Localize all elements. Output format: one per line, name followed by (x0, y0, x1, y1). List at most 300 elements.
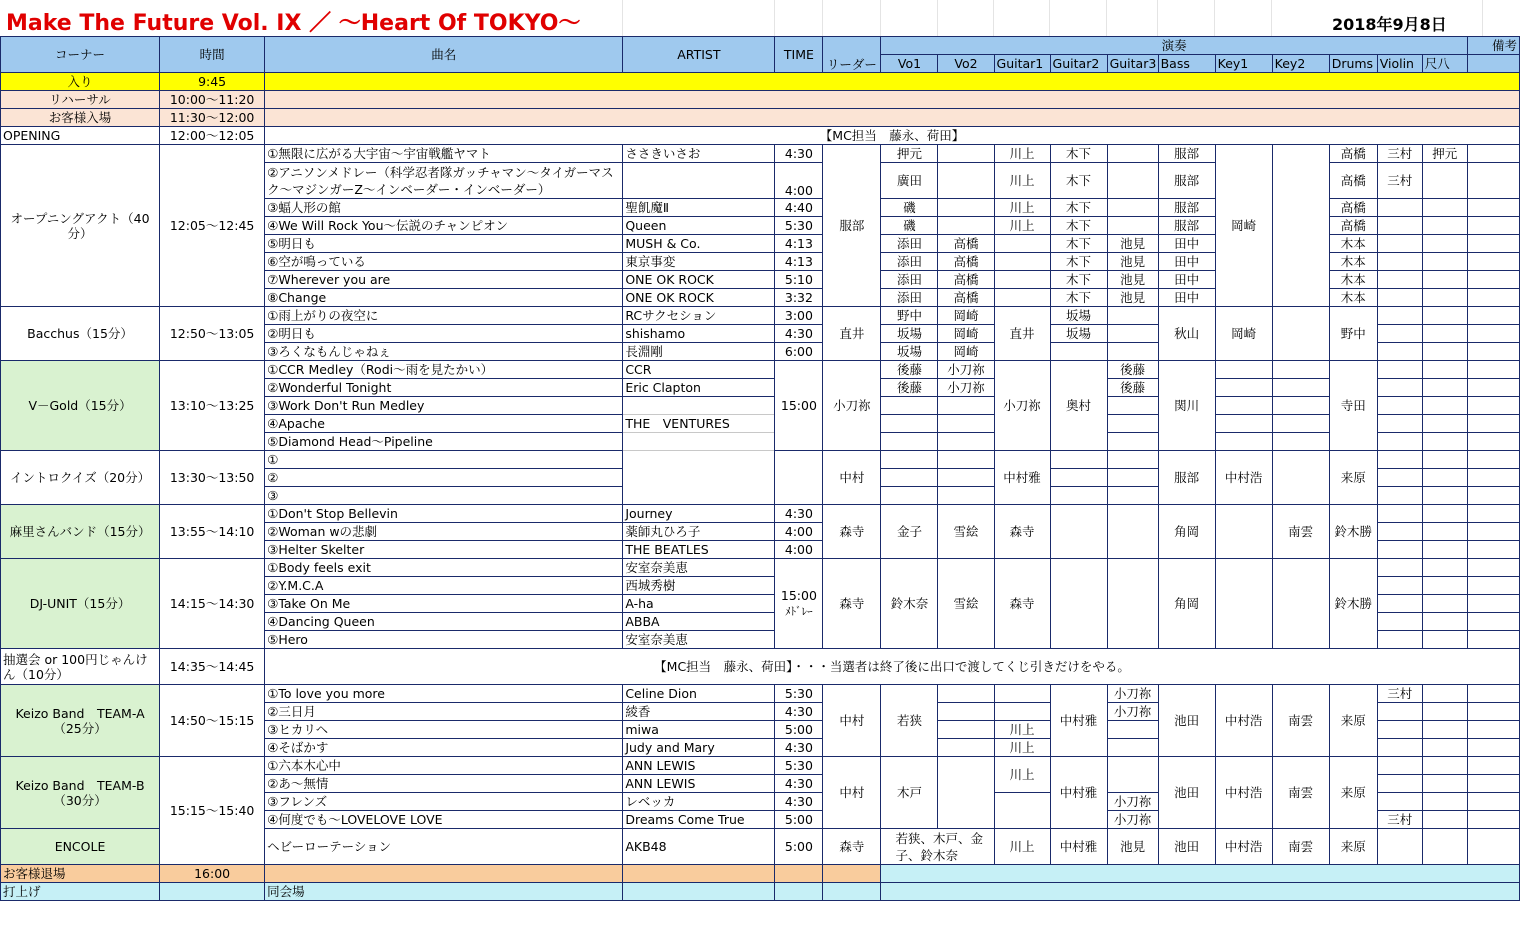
song-title: ④We Will Rock You～伝説のチャンピオン (265, 217, 623, 235)
song-title: ③フレンズ (265, 793, 623, 811)
col-guitar2: Guitar2 (1050, 55, 1107, 73)
corner-name: DJ-UNIT（15分） (1, 559, 160, 649)
table-row (1, 685, 1520, 703)
shakuhachi (1422, 325, 1467, 343)
vo2 (938, 433, 994, 451)
corner-time: 14:35～14:45 (160, 649, 265, 685)
col-violin: Violin (1377, 55, 1422, 73)
bikou (1467, 559, 1519, 577)
corner-name: ENCOLE (1, 829, 160, 865)
song-title: ③Take On Me (265, 595, 623, 613)
song-artist: 薬師丸ひろ子 (623, 523, 775, 541)
drums: 鈴木勝 (1329, 559, 1377, 649)
guitar3 (1107, 199, 1158, 217)
grid-line (1271, 0, 1272, 36)
guitar3 (1107, 325, 1158, 343)
bikou (1467, 793, 1519, 811)
vo1: 坂場 (881, 325, 938, 343)
bass: 田中 (1158, 235, 1215, 253)
song-artist: 安室奈美恵 (623, 631, 775, 649)
col-corner: コーナー (1, 37, 160, 73)
lottery-note: 【MC担当 藤永、荷田】・・・当選者は終了後に出口で渡してくじ引きだけをやる。 (265, 649, 1520, 685)
song-title: ①無限に広がる大宇宙～宇宙戦艦ヤマト (265, 145, 623, 163)
drums: 高橋 (1329, 145, 1377, 163)
key2: 南雲 (1272, 685, 1329, 757)
corner-name: 麻里さんバンド（15分） (1, 505, 160, 559)
shakuhachi (1422, 451, 1467, 469)
table-row (1, 649, 1520, 685)
bikou (1467, 199, 1519, 217)
guitar1: 川上 (994, 217, 1050, 235)
guitar1: 川上 (994, 829, 1050, 865)
song-time: 4:30 (775, 775, 823, 793)
violin (1377, 775, 1422, 793)
violin (1377, 577, 1422, 595)
bikou (1467, 145, 1519, 163)
bass: 田中 (1158, 271, 1215, 289)
song-time: 4:13 (775, 235, 823, 253)
corner-time: 12:00～12:05 (160, 127, 265, 145)
shakuhachi (1422, 829, 1467, 865)
bikou (1467, 415, 1519, 433)
guitar1: 中村雅 (994, 451, 1050, 505)
guitar3: 後藤 (1107, 379, 1158, 397)
song-artist: Judy and Mary (623, 739, 775, 757)
drums: 野中 (1329, 307, 1377, 361)
shakuhachi (1422, 721, 1467, 739)
mc-note: 【MC担当 藤永、荷田】 (265, 127, 1520, 145)
leader: 森寺 (823, 829, 881, 865)
table-row (1, 757, 1520, 775)
drums: 高橋 (1329, 217, 1377, 235)
vo1 (881, 487, 938, 505)
key2 (1272, 379, 1329, 397)
bikou (1467, 631, 1519, 649)
violin: 三村 (1377, 811, 1422, 829)
table-row (1, 307, 1520, 325)
song-title: ③ろくなもんじゃねぇ (265, 343, 623, 361)
bass: 田中 (1158, 253, 1215, 271)
corner-time: 15:15～15:40 (160, 757, 265, 865)
grid-line (822, 0, 823, 36)
shakuhachi (1422, 217, 1467, 235)
song-time (775, 559, 823, 649)
song-artist: 東京事変 (623, 253, 775, 271)
bikou (1467, 289, 1519, 307)
guitar1 (994, 271, 1050, 289)
guitar3 (1107, 487, 1158, 505)
key2 (1272, 433, 1329, 451)
grid-line (1049, 0, 1050, 36)
empty-cell (623, 865, 775, 883)
guitar3: 後藤 (1107, 361, 1158, 379)
corner-time: 10:00～11:20 (160, 91, 265, 109)
song-time: 5:00 (775, 811, 823, 829)
song-artist: ONE OK ROCK (623, 271, 775, 289)
table-row (1, 73, 1520, 91)
guitar2 (1050, 505, 1107, 559)
song-time: 5:30 (775, 757, 823, 775)
vo2 (938, 199, 994, 217)
bass: 角岡 (1158, 559, 1215, 649)
key1 (1215, 559, 1272, 649)
col-bikou-sub (1467, 55, 1519, 73)
key1 (1215, 397, 1272, 415)
guitar3 (1107, 739, 1158, 757)
party-venue: 同会場 (265, 883, 623, 901)
bikou (1467, 307, 1519, 325)
guitar2: 木下 (1050, 271, 1107, 289)
shakuhachi (1422, 595, 1467, 613)
col-time: 時間 (160, 37, 265, 73)
bikou (1467, 217, 1519, 235)
song-artist: Dreams Come True (623, 811, 775, 829)
shakuhachi (1422, 523, 1467, 541)
vo2: 雪絵 (938, 559, 994, 649)
vo2: 岡崎 (938, 343, 994, 361)
key1 (1215, 433, 1272, 451)
song-artist (623, 163, 775, 199)
table-row (1, 109, 1520, 127)
guitar2: 中村雅 (1050, 757, 1107, 829)
violin (1377, 721, 1422, 739)
table-row (1, 559, 1520, 577)
bikou (1467, 451, 1519, 469)
key1 (1215, 415, 1272, 433)
table-row (1, 127, 1520, 145)
song-artist: miwa (623, 721, 775, 739)
vo2: 高橋 (938, 271, 994, 289)
grid-line (622, 0, 623, 36)
song-artist: THE VENTURES (623, 415, 775, 433)
bikou (1467, 757, 1519, 775)
guitar1 (994, 703, 1050, 721)
drums: 高橋 (1329, 199, 1377, 217)
song-time: 4:30 (775, 703, 823, 721)
violin (1377, 217, 1422, 235)
vo1 (881, 415, 938, 433)
guitar1: 川上 (994, 199, 1050, 217)
guitar2: 木下 (1050, 235, 1107, 253)
song-time: 15:00 (775, 361, 823, 451)
violin (1377, 595, 1422, 613)
violin (1377, 271, 1422, 289)
vo1: 添田 (881, 253, 938, 271)
song-artist (623, 433, 775, 451)
col-guitar1: Guitar1 (994, 55, 1050, 73)
empty-cell (265, 73, 1520, 91)
song-artist: CCR (623, 361, 775, 379)
grid-line (1106, 0, 1107, 36)
medley-label: ﾒﾄﾞﾚｰ (785, 605, 813, 618)
col-bikou: 備考 (1467, 37, 1519, 55)
shakuhachi (1422, 415, 1467, 433)
guitar2: 木下 (1050, 145, 1107, 163)
leader: 森寺 (823, 559, 881, 649)
medley-time: 15:00 (780, 588, 817, 603)
bass: 関川 (1158, 361, 1215, 451)
drums: 鈴木勝 (1329, 505, 1377, 559)
bass: 服部 (1158, 163, 1215, 199)
col-key2: Key2 (1272, 55, 1329, 73)
violin (1377, 829, 1422, 865)
guitar3 (1107, 397, 1158, 415)
shakuhachi (1422, 613, 1467, 631)
song-artist: ABBA (623, 613, 775, 631)
bikou (1467, 397, 1519, 415)
vo1: 後藤 (881, 379, 938, 397)
guitar3 (1107, 505, 1158, 559)
song-artist: A-ha (623, 595, 775, 613)
vo2 (938, 397, 994, 415)
vo2: 雪絵 (938, 505, 994, 559)
song-title: ②Wonderful Tonight (265, 379, 623, 397)
bikou (1467, 487, 1519, 505)
leader: 森寺 (823, 505, 881, 559)
song-time: 3:32 (775, 289, 823, 307)
vo1 (881, 433, 938, 451)
song-time: 4:30 (775, 145, 823, 163)
bikou (1467, 685, 1519, 703)
empty-cell (265, 865, 623, 883)
song-time: 4:00 (775, 163, 823, 199)
song-artist: ささきいさお (623, 145, 775, 163)
shakuhachi (1422, 469, 1467, 487)
corner-name: Keizo Band TEAM-A（25分） (1, 685, 160, 757)
vo1: 磯 (881, 199, 938, 217)
guitar2 (1050, 469, 1107, 487)
table-row (1, 865, 1520, 883)
song-title: ③ヒカリヘ (265, 721, 623, 739)
vo2: 高橋 (938, 235, 994, 253)
violin (1377, 253, 1422, 271)
song-time: 4:13 (775, 253, 823, 271)
vo1: 添田 (881, 271, 938, 289)
violin: 三村 (1377, 163, 1422, 199)
vo2: 岡崎 (938, 325, 994, 343)
key2: 南雲 (1272, 829, 1329, 865)
song-title: ⑤Diamond Head～Pipeline (265, 433, 623, 451)
song-title: ②あ～無情 (265, 775, 623, 793)
corner-name: お客様入場 (1, 109, 160, 127)
shakuhachi (1422, 235, 1467, 253)
guitar1: 小刀祢 (994, 361, 1050, 451)
song-artist: ONE OK ROCK (623, 289, 775, 307)
grid-line (880, 0, 881, 36)
corner-name: 打上げ (1, 883, 160, 901)
col-leader: リーダー (823, 37, 881, 73)
leader: 中村 (823, 685, 881, 757)
vo1: 添田 (881, 289, 938, 307)
guitar1: 森寺 (994, 505, 1050, 559)
guitar3: 池見 (1107, 235, 1158, 253)
guitar3: 池見 (1107, 253, 1158, 271)
guitar2 (1050, 559, 1107, 649)
bass: 池田 (1158, 757, 1215, 829)
vo2 (938, 217, 994, 235)
event-date: 2018年9月8日 (1332, 15, 1447, 34)
corner-time: 13:30～13:50 (160, 451, 265, 505)
violin (1377, 541, 1422, 559)
key1 (1215, 505, 1272, 559)
song-title: ⑤明日も (265, 235, 623, 253)
empty-cell (823, 865, 881, 883)
song-time: 5:00 (775, 829, 823, 865)
shakuhachi (1422, 775, 1467, 793)
leader: 中村 (823, 451, 881, 505)
bikou (1467, 163, 1519, 199)
shakuhachi (1422, 397, 1467, 415)
violin (1377, 397, 1422, 415)
empty-cell (265, 109, 1520, 127)
song-title: ④そばかす (265, 739, 623, 757)
vo1: 木戸 (881, 757, 938, 829)
song-title: ④何度でも～LOVELOVE LOVE (265, 811, 623, 829)
corner-name: V－Gold（15分） (1, 361, 160, 451)
shakuhachi (1422, 631, 1467, 649)
song-title: ⑦Wherever you are (265, 271, 623, 289)
key2 (1272, 559, 1329, 649)
col-drums: Drums (1329, 55, 1377, 73)
corner-name: イントロクイズ（20分） (1, 451, 160, 505)
bikou (1467, 595, 1519, 613)
guitar3: 池見 (1107, 829, 1158, 865)
shakuhachi (1422, 505, 1467, 523)
song-title: ⑧Change (265, 289, 623, 307)
guitar1 (994, 793, 1050, 829)
leader: 中村 (823, 757, 881, 829)
song-title: ①Don't Stop Bellevin (265, 505, 623, 523)
drums: 来原 (1329, 829, 1377, 865)
guitar3 (1107, 145, 1158, 163)
key1: 中村浩 (1215, 829, 1272, 865)
vo2: 高橋 (938, 289, 994, 307)
song-artist: AKB48 (623, 829, 775, 865)
guitar2: 中村雅 (1050, 685, 1107, 757)
violin: 三村 (1377, 685, 1422, 703)
song-title: ① (265, 451, 623, 469)
key2 (1272, 145, 1329, 307)
shakuhachi (1422, 703, 1467, 721)
shakuhachi (1422, 163, 1467, 199)
drums: 来原 (1329, 685, 1377, 757)
vo1: 添田 (881, 235, 938, 253)
song-artist: MUSH & Co. (623, 235, 775, 253)
violin (1377, 739, 1422, 757)
key1: 中村浩 (1215, 757, 1272, 829)
drums: 来原 (1329, 451, 1377, 505)
guitar2: 木下 (1050, 289, 1107, 307)
violin (1377, 559, 1422, 577)
song-artist: 綾香 (623, 703, 775, 721)
corner-time: 12:05～12:45 (160, 145, 265, 307)
drums: 木本 (1329, 271, 1377, 289)
song-time: 5:00 (775, 721, 823, 739)
drums: 木本 (1329, 289, 1377, 307)
song-title: ③蝠人形の館 (265, 199, 623, 217)
bass: 角岡 (1158, 505, 1215, 559)
vo2: 小刀祢 (938, 361, 994, 379)
schedule-table (0, 36, 1520, 901)
song-time (775, 451, 823, 505)
key2: 南雲 (1272, 757, 1329, 829)
violin (1377, 379, 1422, 397)
guitar1: 川上 (994, 721, 1050, 739)
violin (1377, 793, 1422, 811)
vo1 (881, 451, 938, 469)
key1: 岡崎 (1215, 145, 1272, 307)
key1: 中村浩 (1215, 685, 1272, 757)
bikou (1467, 469, 1519, 487)
song-artist: Queen (623, 217, 775, 235)
bikou (1467, 361, 1519, 379)
guitar3: 小刀祢 (1107, 685, 1158, 703)
col-shakuhachi: 尺八 (1422, 55, 1467, 73)
shakuhachi (1422, 559, 1467, 577)
song-title: ②アニソンメドレー（科学忍者隊ガッチャマン～タイガーマスク～マジンガーZ～インベーダー・インベーダー） (265, 163, 623, 199)
violin (1377, 307, 1422, 325)
vo2 (938, 685, 994, 703)
song-artist: Journey (623, 505, 775, 523)
key1 (1215, 379, 1272, 397)
empty-cell (881, 865, 1520, 883)
guitar3 (1107, 469, 1158, 487)
violin (1377, 523, 1422, 541)
shakuhachi (1422, 199, 1467, 217)
bikou (1467, 775, 1519, 793)
key2 (1272, 451, 1329, 505)
table-row (1, 145, 1520, 163)
song-title: ④Dancing Queen (265, 613, 623, 631)
grid-line (937, 0, 938, 36)
col-song: 曲名 (265, 37, 623, 73)
vo2: 高橋 (938, 253, 994, 271)
song-artist: RCサクセション (623, 307, 775, 325)
guitar3: 小刀祢 (1107, 793, 1158, 811)
key2: 南雲 (1272, 505, 1329, 559)
song-title: ②Woman wの悲劇 (265, 523, 623, 541)
guitar3: 小刀祢 (1107, 703, 1158, 721)
guitar3 (1107, 415, 1158, 433)
song-artist (623, 451, 775, 505)
empty-cell (160, 883, 265, 901)
violin (1377, 415, 1422, 433)
shakuhachi (1422, 487, 1467, 505)
table-row (1, 883, 1520, 901)
vo2 (938, 703, 994, 721)
song-title: ④Apache (265, 415, 623, 433)
song-artist: 聖飢魔Ⅱ (623, 199, 775, 217)
song-title: ② (265, 469, 623, 487)
violin: 三村 (1377, 145, 1422, 163)
song-artist: ANN LEWIS (623, 757, 775, 775)
song-artist: THE BEATLES (623, 541, 775, 559)
vo2: 小刀祢 (938, 379, 994, 397)
corner-time: 11:30～12:00 (160, 109, 265, 127)
page-title: Make The Future Vol. IX ／ ～Heart Of TOKYO～ (6, 11, 581, 36)
corner-time: 14:50～15:15 (160, 685, 265, 757)
vo1: 金子 (881, 505, 938, 559)
bass: 服部 (1158, 451, 1215, 505)
bass: 秋山 (1158, 307, 1215, 361)
bikou (1467, 433, 1519, 451)
bikou (1467, 829, 1519, 865)
violin (1377, 199, 1422, 217)
song-time: 6:00 (775, 343, 823, 361)
bikou (1467, 523, 1519, 541)
vo2 (938, 415, 994, 433)
song-time: 4:30 (775, 793, 823, 811)
